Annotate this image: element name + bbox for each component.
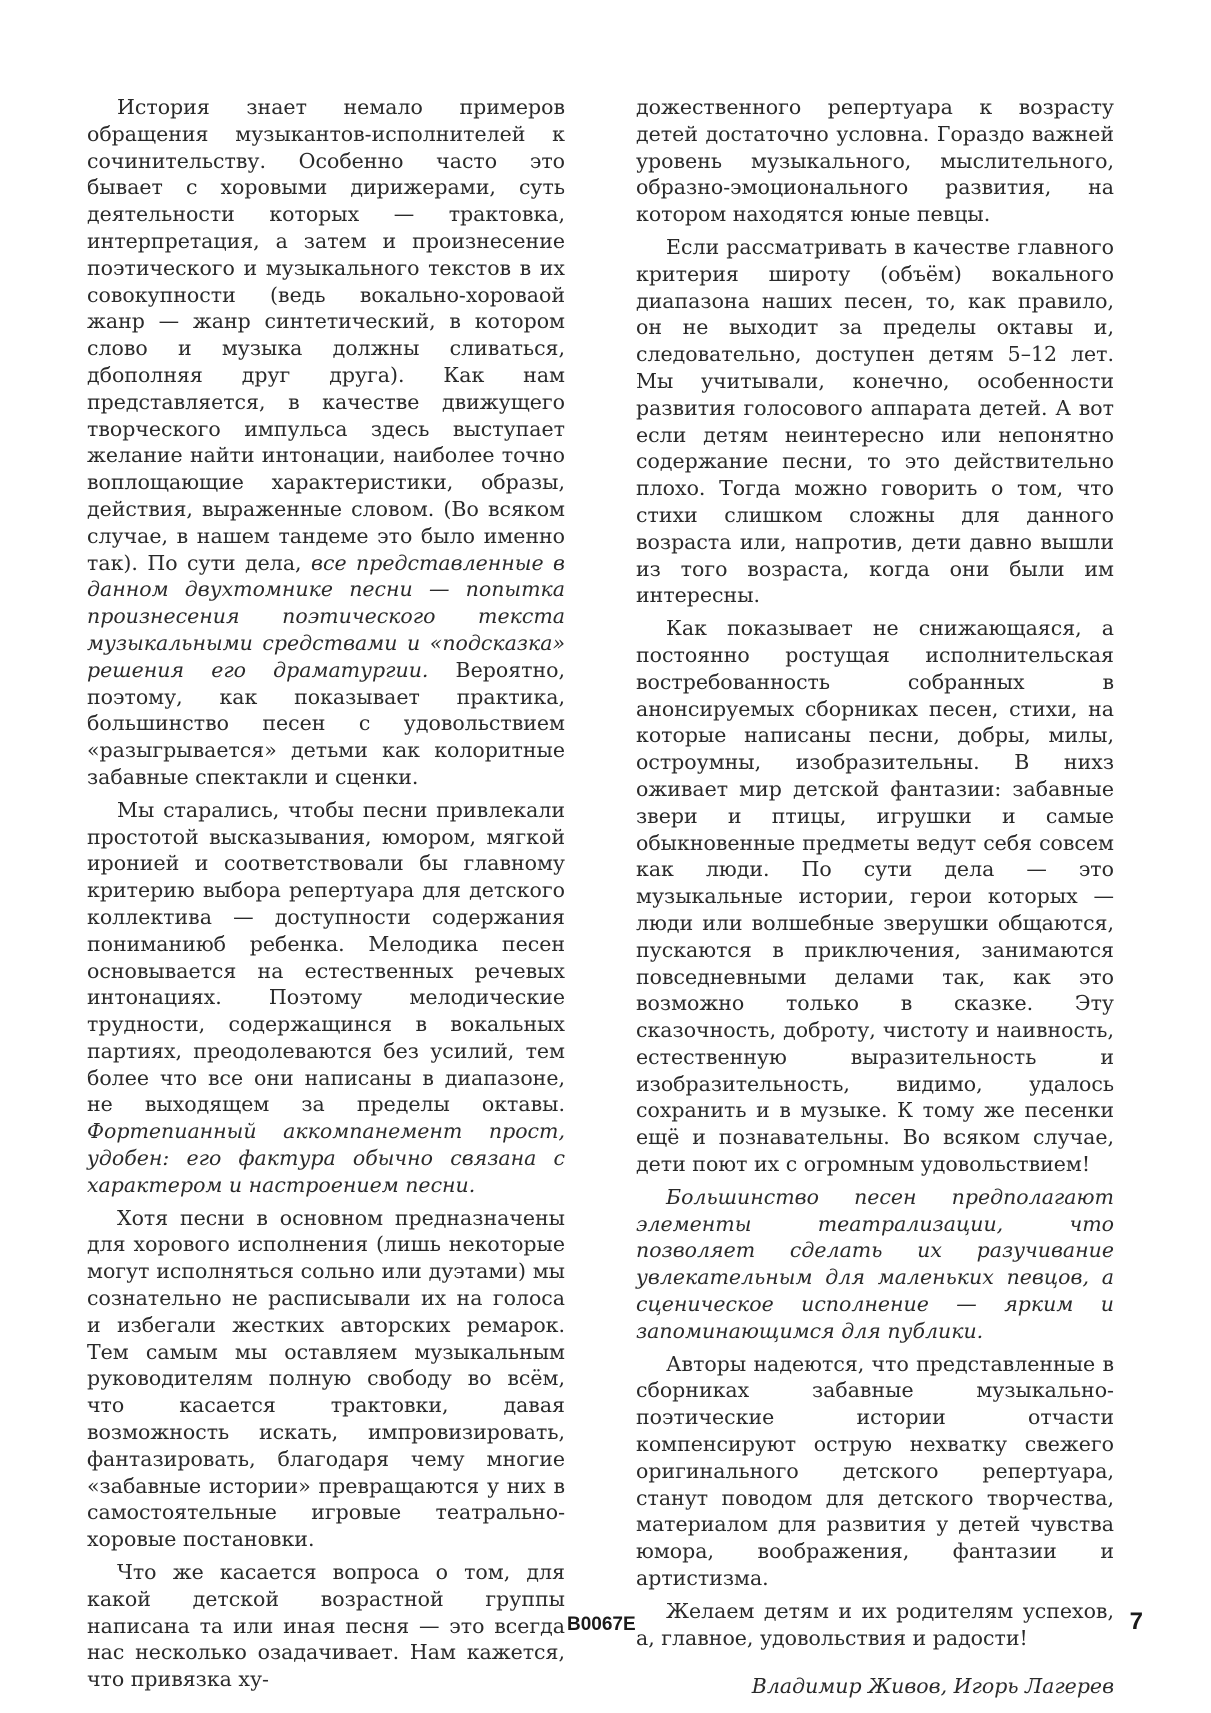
paragraph-history-text-2: Вероятно, поэтому, как показывает практика, большинство песен с удовольствием «разыгрывается» детьми как колоритные забавные спектакли и сценки. — [87, 657, 565, 789]
page-number: 7 — [1129, 1608, 1143, 1635]
paragraph-history — [87, 94, 565, 791]
author-signature: Владимир Живов, Игорь Лагерев — [751, 1674, 1114, 1699]
paragraph-wishes: Желаем детям и их родителям успехов, а, главное, удовольствия и радости! — [636, 1598, 1114, 1650]
paragraph-simplicity-text: Мы старались, чтобы песни привлекали простотой высказывания, юмором, мягкой иронией и соответствовали бы главному критерию выбора репертуара для детского коллектива — доступности содержания пониманиюб ребенка. Мелодика песен основывается на естественных речевых интонациях. Поэтому мелодические трудности, содержащинся в вокальных партиях, преодолеваются без усилий, тем более что все они написаны в диапазоне, не выходящем за пределы октавы. — [87, 797, 565, 1117]
left-column — [87, 94, 565, 1699]
paragraph-history-text-1: История знает немало примеров обращения музыкантов-исполнителей к сочинительству. Особенно часто это бывает с хоровыми дирижерами, суть деятельности которых — трактовка, интерпретация, а затем и произнесение поэтического и музыкального текстов в их совокупности (ведь вокально-хоровaой жанр — жанр синтетический, в котором слово и музыка должны сливаться, дбополняя друг друга). Как нам представляется, в качестве движущего творческого импульса здесь выступает желание найти интонации, наиболее точно воплощающие характеристики, образы, действия, выраженные словом. (Во всяком случае, в нашем тандеме это было именно так). По сути дела, — [87, 95, 565, 575]
paragraph-age-continued: дожественного репертуара к возрасту детей достаточно условна. Гораздо важней уровень музыкального, мыслительного, образно-эмоционального развития, на котором находятся юные певцы. — [636, 95, 1114, 227]
right-column — [636, 94, 1114, 1706]
paragraph-simplicity-italic: Фортепианный аккомпанемент прост, удобен: его фактура обычно связана с характером и настроением песни. — [87, 1119, 565, 1197]
footer-code: В0067Е — [567, 1614, 636, 1635]
paragraph-history-italic: все представленные в данном двухтомнике песни — попытка произнесения поэтического текста музыкальными средствами и «подсказка» решения его драматургии. — [87, 550, 565, 682]
paragraph-choral: Хотя песни в основном предназначены для хорового исполнения (лишь некоторые могут исполняться сольно или дуэтами) мы сознательно не расписывали их на голоса и избегали жестких авторских ремарок. Тем самым мы оставляем музыкальным руководителям полную свободу во всём, что касается трактовки, давая возможность искать, импровизировать, фантазировать, благодаря чему многие «забавные истории» превращаются у них в самостоятельные игровые театрально-хоровые постановки. — [87, 1205, 565, 1552]
paragraph-range: Если рассматривать в качестве главного критерия широту (объём) вокального диапазона наших песен, то, как правило, он не выходит за пределы октавы и, следовательно, доступен детям 5–12 лет. Мы учитывали, конечно, особенности развития голосового аппарата детей. А вот если детям неинтересно или непонятно содержание песни, то это действительно плохо. Тогда можно говорить о том, что стихи слишком сложны для данного возраста или, напротив, дети давно вышли из того возраста, когда они были им интересны. — [636, 234, 1114, 608]
paragraph-demand: Как показывает не снижающаяся, а постоянно ростущая исполнительская востребованность собранных в анонсируемых сборниках песен, стихи, на которые написаны песни, добры, милы, остроумны, изобразительны. В нихз оживает мир детской фантазии: забавные звери и птицы, игрушки и самые обыкновенные предметы ведут себя совсем как люди. По сути дела — это музыкальные истории, герои которых — люди или волшебные зверушки общаются, пускаются в приключения, занимаются повседневными делами так, как это возможно только в сказке. Эту сказочность, доброту, чистоту и наивность, естественную выразительность и изобразительность, видимо, удалось сохранить и в музыке. К тому же песенки ещё и познавательны. Во всяком случае, дети поют их с огромным удовольствием! — [636, 616, 1114, 1177]
paragraph-authors-hope: Авторы надеются, что представленные в сборниках забавные музыкально-поэтические истории отчасти компенсируют острую нехватку свежего оригинального детского репертуара, станут поводом для детского творчества, материалом для развития у детей чувства юмора, воображения, фантазии и артистизма. — [636, 1351, 1114, 1591]
paragraph-simplicity — [87, 797, 565, 1199]
paragraph-theatrical: Большинство песен предполагают элементы театрализации, что позволяет сделать их разучивание увлекательным для маленьких певцов, а сценическое исполнение — ярким и запоминающимся для публики. — [636, 1184, 1114, 1343]
paragraph-age-group: Что же касается вопроса о том, для какой детской возрастной группы написана та или иная песня — это всегда нас несколько озадачивает. Нам кажется, что привязка ху- — [87, 1560, 565, 1692]
